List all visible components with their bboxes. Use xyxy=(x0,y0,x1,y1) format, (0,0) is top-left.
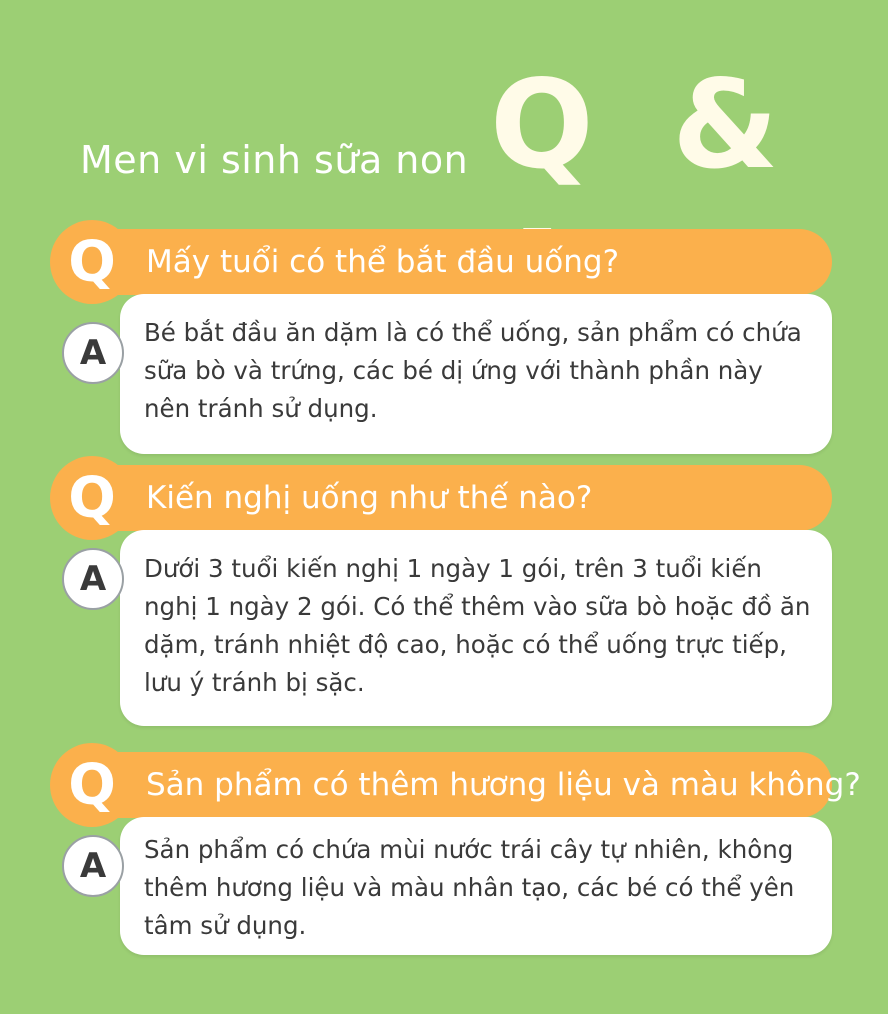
answer-box xyxy=(120,294,832,454)
header xyxy=(0,0,888,220)
answer-text: Sản phẩm có chứa mùi nước trái cây tự nhiên, không thêm hương liệu và màu nhân tạo, các bé có thể yên tâm sử dụng. xyxy=(144,835,795,940)
a-badge: A xyxy=(62,322,124,384)
question-bar xyxy=(60,752,861,818)
q-badge: Q xyxy=(50,743,134,827)
question-text: Kiến nghị uống như thế nào? xyxy=(146,480,593,516)
answer-text: Dưới 3 tuổi kiến nghị 1 ngày 1 gói, trên 3 tuổi kiến nghị 1 ngày 2 gói. Có thể thêm vào sữa bò hoặc đồ ăn dặm, tránh nhiệt độ cao, hoặc có thể uống trực tiếp, lưu ý tránh bị sặc. xyxy=(144,554,811,697)
q-badge: Q xyxy=(50,220,134,304)
answer-box xyxy=(120,530,832,726)
question-text: Sản phẩm có thêm hương liệu và màu không? xyxy=(146,767,861,803)
question-bar xyxy=(60,229,832,295)
answer-text: Bé bắt đầu ăn dặm là có thể uống, sản phẩm có chứa sữa bò và trứng, các bé dị ứng với thành phần này nên tránh sử dụng. xyxy=(144,318,802,423)
page-title: Q & xyxy=(490,54,797,196)
question-text: Mấy tuổi có thể bắt đầu uống? xyxy=(146,244,620,280)
q-badge: Q xyxy=(50,456,134,540)
a-badge: A xyxy=(62,548,124,610)
answer-box xyxy=(120,817,832,955)
a-badge: A xyxy=(62,835,124,897)
question-bar xyxy=(60,465,832,531)
page-subtitle: Men vi sinh sữa non xyxy=(80,138,469,182)
